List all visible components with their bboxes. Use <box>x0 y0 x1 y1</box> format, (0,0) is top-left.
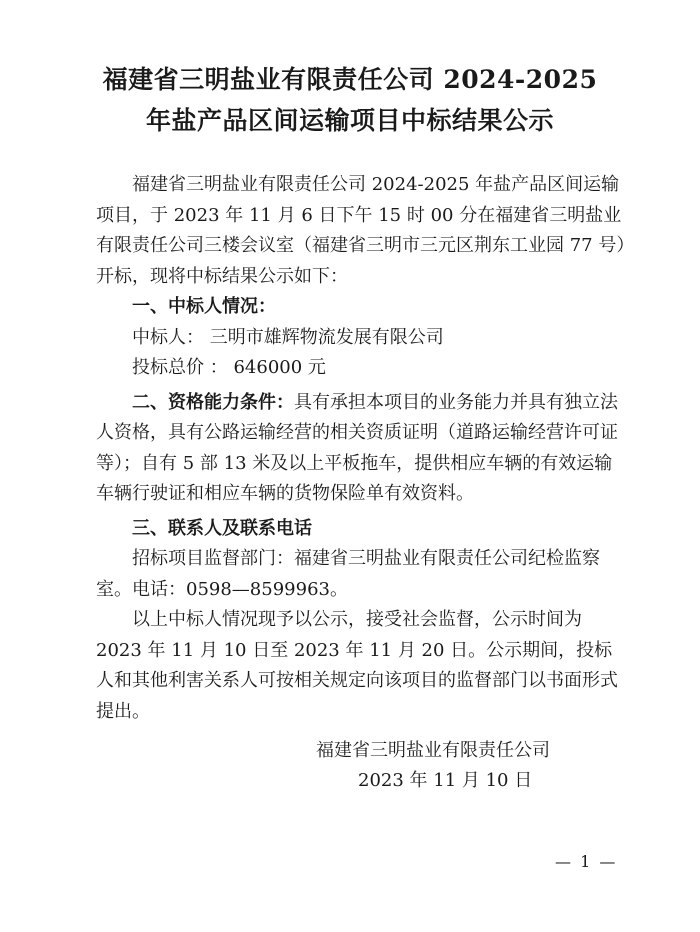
price-line <box>96 353 628 384</box>
section-2-paragraph <box>96 388 628 510</box>
winner-line <box>96 323 628 354</box>
page-number: — 1 — <box>555 852 618 871</box>
closing-paragraph: 以上中标人情况现予以公示，接受社会监督，公示时间为 2023 年 11 月 10 日至 2023 年 11 月 20 日。公示期间，投标人和其他利害关系人可按相关规定向该项目的监督部门以书面形式提出。 <box>96 609 618 722</box>
winner-label: 中标人： <box>132 326 204 348</box>
document-title-line-1: 福建省三明盐业有限责任公司 2024-2025 <box>102 65 598 94</box>
price-value: 646000 元 <box>233 357 326 378</box>
section-3-text: 招标项目监督部门：福建省三明盐业有限责任公司纪检监察室。电话：0598—8599963。 <box>96 548 600 600</box>
document-title-line-2: 年盐产品区间运输项目中标结果公示 <box>145 106 554 135</box>
intro-paragraph: 福建省三明盐业有限责任公司 2024-2025 年盐产品区间运输项目，于 2023 年 11 月 6 日下午 15 时 00 分在福建省三明盐业有限责任公司三楼会议室（福建省三明市三元区荆东工业园 77 号）开标，现将中标结果公示如下： <box>96 174 626 287</box>
signature-organization: 福建省三明盐业有限责任公司 <box>316 740 550 761</box>
price-label: 投标总价 ： <box>132 357 228 378</box>
section-1-heading: 一、中标人情况： <box>132 296 276 317</box>
section-3-heading: 三、联系人及联系电话 <box>132 517 312 539</box>
section-2-text: 具有承担本项目的业务能力并具有独立法人资格，具有公路运输经营的相关资质证明（道路运输经营许可证等）；自有 5 部 13 米及以上平板拖车，提供相应车辆的有效运输车辆行驶证和相应车辆的货物保险单有效资料。 <box>96 391 618 504</box>
winner-value: 三明市雄辉物流发展有限公司 <box>209 326 444 348</box>
section-2-heading: 二、资格能力条件： <box>132 391 294 413</box>
signature-date: 2023 年 11 月 10 日 <box>358 770 533 791</box>
document-body <box>96 170 628 727</box>
